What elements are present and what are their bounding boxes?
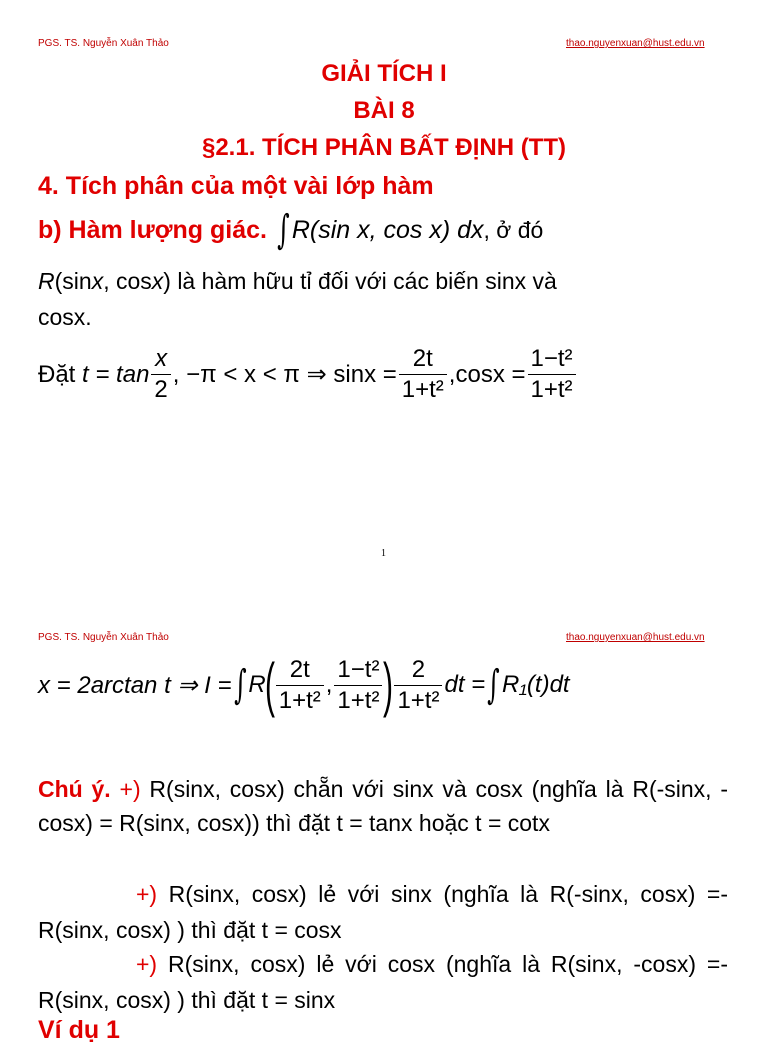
note-label: Chú ý. xyxy=(38,776,111,802)
example-heading-cut: Ví dụ 1 xyxy=(38,1016,120,1044)
subsection-label: b) Hàm lượng giác. xyxy=(38,215,267,244)
note-3: +) R(sinx, cosx) lẻ với cosx (nghĩa là R(sinx, -cosx) =- R(sinx, cosx) ) thì đặt t = sinx xyxy=(38,951,728,1013)
definition-line-1: R(sinx, cosx) là hàm hữu tỉ đối với các biến sinx và xyxy=(38,268,557,294)
integral-suffix: , ở đó xyxy=(483,216,544,243)
integral-sign-2: ∫ xyxy=(233,662,247,708)
plus-marker-3: +) xyxy=(136,951,158,977)
definition-line-2: cosx. xyxy=(38,304,92,330)
email-link-2[interactable]: thao.nguyenxuan@hust.edu.vn xyxy=(566,632,705,643)
right-paren: ) xyxy=(383,651,394,718)
cos-fraction: $\frac{\text{1−t²}}{\text{1+t²}}$ xyxy=(528,345,576,404)
subsection-line xyxy=(38,207,544,253)
course-title: GIẢI TÍCH I xyxy=(321,60,447,87)
author-header-2: PGS. TS. Nguyễn Xuân Thảo xyxy=(38,632,169,643)
note-2: +) R(sinx, cosx) lẻ với sinx (nghĩa là R(-sinx, cosx) =- R(sinx, cosx) ) thì đặt t = cosx xyxy=(38,881,729,943)
author-header: PGS. TS. Nguyễn Xuân Thảo xyxy=(38,38,169,49)
integral-sign: ∫ xyxy=(277,207,290,253)
integral-transform-formula: x = 2arctan t ⇒ I = ∫ R ( $\frac{2t}{\text{1+t²}}$ , $\frac{\text{1−t²}}{\text{1+t²}}$ ) $\frac{2}{\text{1+t²}}$ dt = ∫ R₁(t)dt xyxy=(38,651,570,718)
plus-marker-2: +) xyxy=(136,881,158,907)
topic-title: §2.1. TÍCH PHÂN BẤT ĐỊNH (TT) xyxy=(201,134,566,161)
substitution-formula: Đặt t = tan $\frac{x}{2}$ , −π < x < π ⇒ sinx = $\frac{2t}{\text{1+t²}}$ ,cosx = $\frac{\text{1−t²}}{\text{1+t²}}$ xyxy=(38,345,578,404)
x-over-2-fraction: $\frac{x}{2}$ xyxy=(151,345,170,404)
plus-marker-1: +) xyxy=(119,776,141,802)
lesson-title: BÀI 8 xyxy=(353,97,415,124)
integral-expression: R(sin x, cos x) dx xyxy=(291,215,484,244)
integral-sign-3: ∫ xyxy=(487,662,500,708)
fraction-1-t2: $\frac{\text{1−t²}}{\text{1+t²}}$ xyxy=(334,656,382,715)
sin-fraction: $\frac{2t}{\text{1+t²}}$ xyxy=(399,345,447,404)
left-paren: ( xyxy=(264,651,275,718)
section-heading: 4. Tích phân của một vài lớp hàm xyxy=(38,172,434,200)
fraction-2: $\frac{2}{\text{1+t²}}$ xyxy=(394,656,442,715)
note-1: Chú ý. +) R(sinx, cosx) chẵn với sinx và cosx (nghĩa là R(-sinx, -cosx) = R(sinx, cosx)) thì đặt t = tanx hoặc t = cotx xyxy=(38,776,729,836)
email-link[interactable]: thao.nguyenxuan@hust.edu.vn xyxy=(566,38,705,49)
fraction-2t: $\frac{2t}{\text{1+t²}}$ xyxy=(276,656,324,715)
page-number: 1 xyxy=(381,548,386,559)
